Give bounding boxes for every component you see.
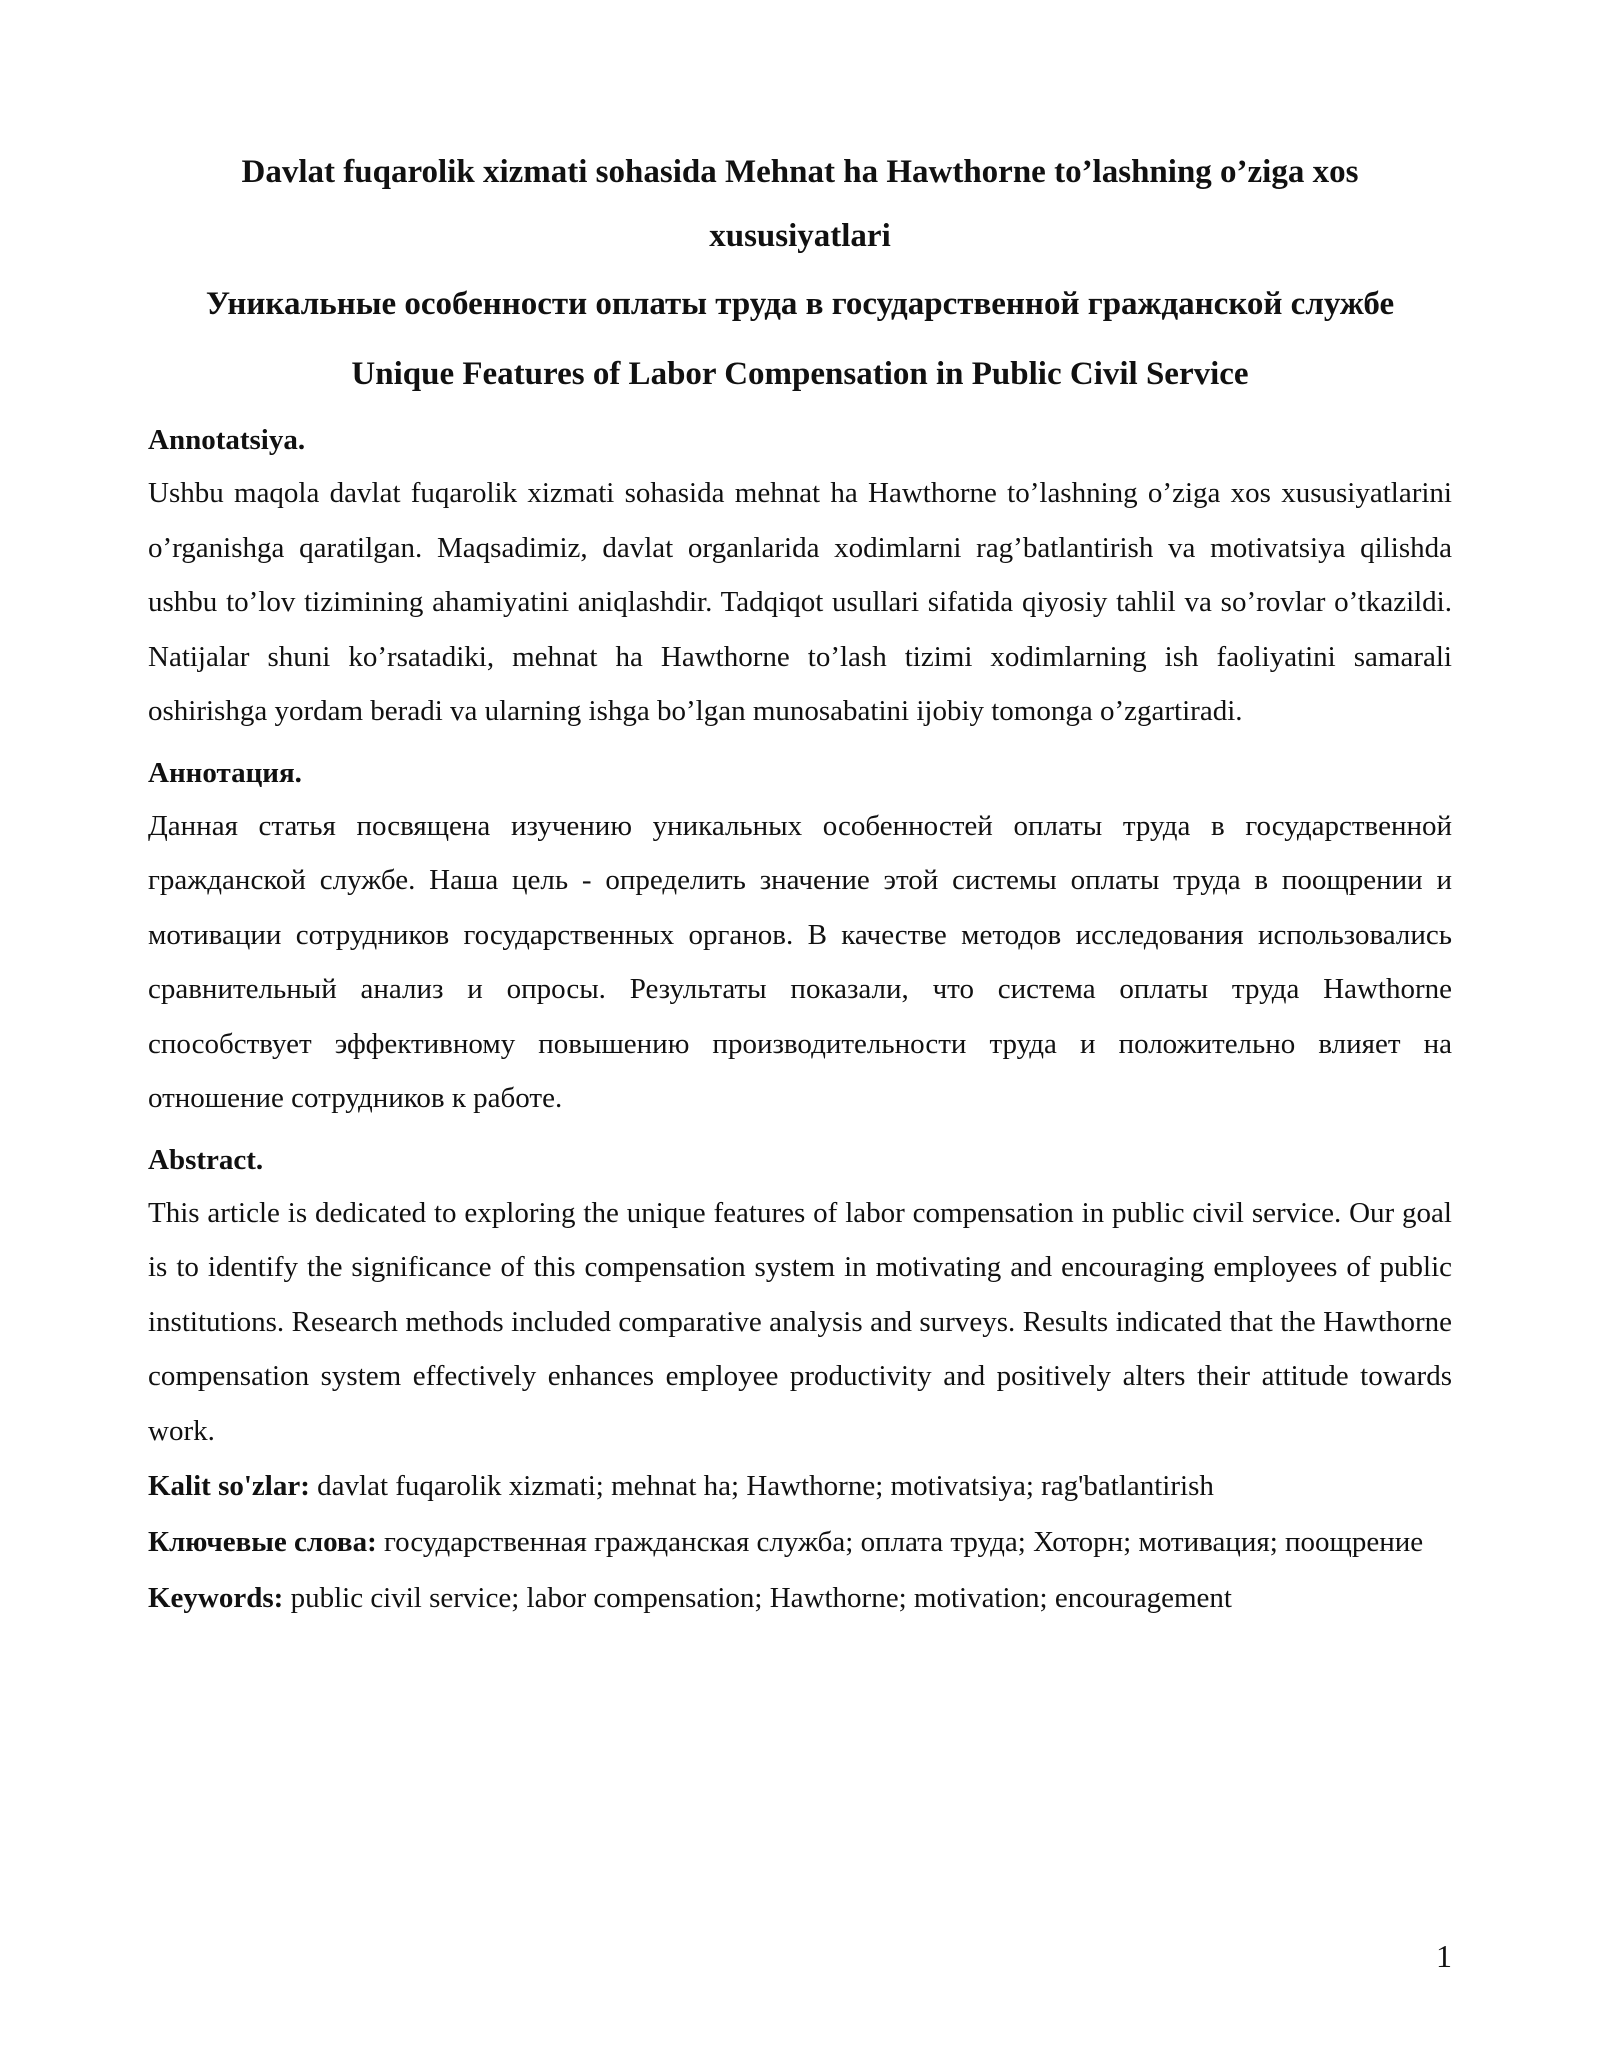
- abstract-uzbek-heading: Annotatsiya.: [148, 424, 306, 456]
- keywords-english-label: Keywords:: [148, 1582, 284, 1614]
- keywords-uzbek-text: davlat fuqarolik xizmati; mehnat ha; Hawthorne; motivatsiya; rag'batlantirish: [309, 1470, 1214, 1502]
- abstract-english: [148, 1140, 1452, 1459]
- title-russian: Уникальные особенности оплаты труда в государственной гражданской службе: [205, 286, 1395, 322]
- keywords-russian: [148, 1514, 1452, 1570]
- keywords-russian-label: Ключевые слова:: [148, 1526, 377, 1558]
- abstract-uzbek: [148, 420, 1452, 739]
- title-english: Unique Features of Labor Compensation in Public Civil Service: [351, 356, 1249, 392]
- keywords-russian-text: государственная гражданская служба; оплата труда; Хоторн; мотивация; поощрение: [376, 1526, 1424, 1558]
- abstract-english-text: This article is dedicated to exploring the unique features of labor compensation in public civil service. Our goal is to identify the significance of this compensation system in motivating and encouraging employees of public institutions. Research methods included comparative analysis and surveys. Results indicated that the Hawthorne compensation system effectively enhances employee productivity and positively alters their attitude towards work.: [148, 1196, 1452, 1447]
- keywords-uzbek: [148, 1458, 1452, 1514]
- keywords-uzbek-label: Kalit so'zlar:: [148, 1470, 310, 1502]
- abstract-russian: [148, 753, 1452, 1126]
- abstract-english-heading: Abstract.: [148, 1143, 264, 1176]
- paper-page: [148, 140, 1452, 1626]
- keywords-english: [148, 1570, 1452, 1626]
- abstract-russian-heading: Аннотация.: [148, 756, 302, 789]
- keywords-english-text: public civil service; labor compensation; Hawthorne; motivation; encouragement: [283, 1582, 1232, 1614]
- abstract-russian-text: Данная статья посвящена изучению уникальных особенностей оплаты труда в государственной гражданской службе. Наша цель - определить значение этой системы оплаты труда в поощрении и мотивации сотрудников государственных органов. В качестве методов исследования использовались сравнительный анализ и опросы. Результаты показали, что система оплаты труда Hawthorne способствует эффективному повышению производительности труда и положительно влияет на отношение сотрудников к работе.: [148, 809, 1452, 1114]
- title-uzbek: Davlat fuqarolik xizmati sohasida Mehnat ha Hawthorne to’lashning o’ziga xos xususiyatlari: [241, 154, 1359, 254]
- page-number: 1: [1436, 1938, 1452, 1974]
- abstract-uzbek-text: Ushbu maqola davlat fuqarolik xizmati sohasida mehnat ha Hawthorne to’lashning o’ziga xos xususiyatlarini o’rganishga qaratilgan. Maqsadimiz, davlat organlarida xodimlarni rag’batlantirish va motivatsiya qilishda ushbu to’lov tizimining ahamiyatini aniqlashdir. Tadqiqot usullari sifatida qiyosiy tahlil va so’rovlar o’tkazildi. Natijalar shuni ko’rsatadiki, mehnat ha Hawthorne to’lash tizimi xodimlarning ish faoliyatini samarali oshirishga yordam beradi va ularning ishga bo’lgan munosabatini ijobiy tomonga o’zgartiradi.: [148, 477, 1452, 727]
